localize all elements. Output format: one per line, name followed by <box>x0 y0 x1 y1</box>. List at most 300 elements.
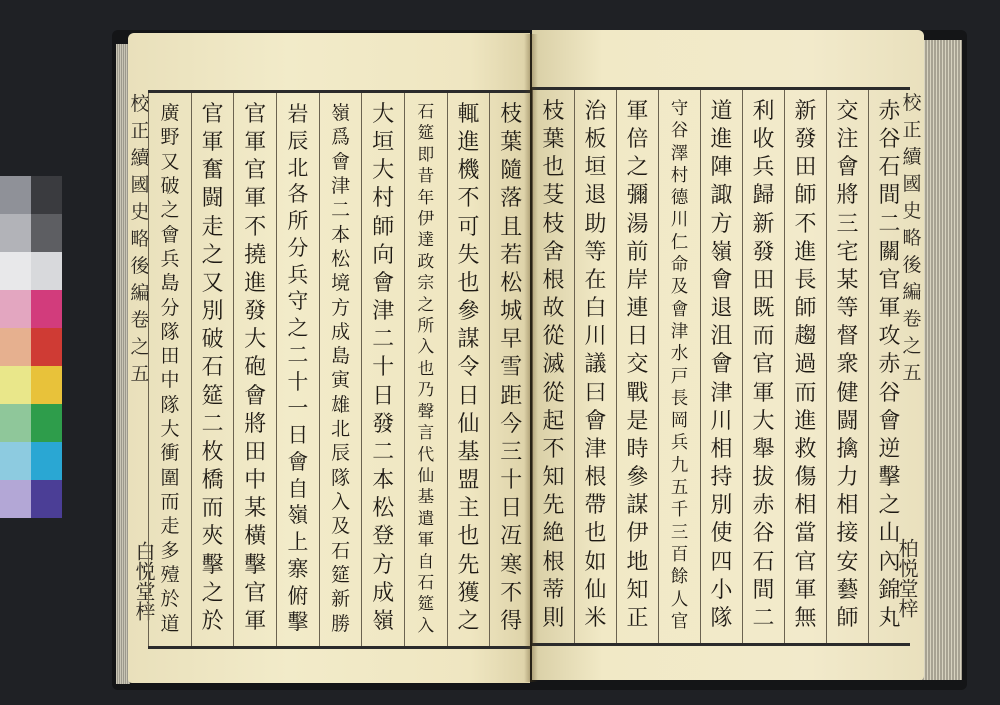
text-char: 參 <box>626 465 649 491</box>
text-char: 歸 <box>752 183 775 209</box>
text-char: 參 <box>457 299 480 325</box>
left-text-frame <box>148 90 530 649</box>
text-char: 發 <box>752 239 775 265</box>
text-char: 軍 <box>878 296 901 322</box>
text-char: 分 <box>160 296 180 319</box>
text-char: 謀 <box>626 493 649 519</box>
text-char: 會 <box>160 223 180 246</box>
text-char: 內 <box>878 549 901 575</box>
swatch <box>0 176 31 214</box>
text-char: 村 <box>372 186 395 212</box>
page-edges-right <box>918 40 962 680</box>
text-char: 官 <box>201 102 224 127</box>
title-char: 略 <box>902 227 922 249</box>
text-char: 谷 <box>878 127 901 153</box>
text-char: 爲 <box>331 126 351 149</box>
text-char: 橫 <box>244 524 267 550</box>
book-gutter <box>524 34 538 682</box>
text-char: 當 <box>794 521 817 547</box>
text-char: 衝 <box>160 442 180 465</box>
text-char: 中 <box>244 468 267 494</box>
text-char: 彌 <box>626 183 649 209</box>
text-char: 人 <box>670 589 689 610</box>
text-char: 戸 <box>670 366 689 387</box>
text-char: 會 <box>710 267 733 293</box>
text-char: 利 <box>752 99 775 124</box>
text-column <box>616 90 658 643</box>
title-char: 史 <box>902 200 922 222</box>
text-char: 所 <box>287 209 309 233</box>
text-char: 二 <box>878 211 901 237</box>
text-char: 筵 <box>417 123 435 143</box>
text-char: 會 <box>584 408 607 434</box>
text-char: 失 <box>457 242 480 268</box>
text-char: 葉 <box>500 130 523 156</box>
text-char: 隊 <box>331 466 351 489</box>
text-char: 救 <box>794 436 817 462</box>
text-char: 如 <box>584 549 607 575</box>
text-char: 仙 <box>417 465 435 485</box>
text-char: 城 <box>500 299 523 325</box>
text-char: 即 <box>417 144 435 164</box>
text-char: 某 <box>836 267 859 293</box>
text-char: 擊 <box>201 552 224 578</box>
text-char: 嶺 <box>372 608 395 634</box>
text-char: 冱 <box>500 524 523 550</box>
text-char: 成 <box>331 320 351 343</box>
text-char: 得 <box>500 608 523 634</box>
text-char: 津 <box>331 174 351 197</box>
text-char: 水 <box>670 344 689 365</box>
text-char: 遣 <box>417 508 435 528</box>
text-char: 會 <box>372 270 395 296</box>
text-char: 大 <box>244 327 267 353</box>
text-char: 發 <box>244 299 267 325</box>
text-char: 寅 <box>331 369 351 392</box>
text-char: 登 <box>372 524 395 550</box>
text-char: 別 <box>710 493 733 519</box>
text-char: 赤 <box>752 493 775 519</box>
text-char: 錦 <box>878 577 901 603</box>
text-char: 砲 <box>244 355 267 381</box>
text-char: 進 <box>457 130 480 156</box>
title-char: 之 <box>902 335 922 357</box>
text-char: 機 <box>457 158 480 184</box>
text-char: 方 <box>372 552 395 578</box>
text-char: 小 <box>710 577 733 603</box>
text-char: 軍 <box>201 130 224 156</box>
title-char: 續 <box>902 146 922 168</box>
text-char: 大 <box>160 418 180 441</box>
text-char: 兵 <box>160 247 180 270</box>
text-char: 二 <box>372 327 395 353</box>
text-char: 擊 <box>244 552 267 578</box>
text-char: 言 <box>417 423 435 443</box>
text-char: 會 <box>244 383 267 409</box>
text-char: 之 <box>417 294 435 314</box>
text-char: 之 <box>457 608 480 634</box>
text-char: 於 <box>201 608 224 634</box>
text-char: 隊 <box>160 393 180 416</box>
text-char: 石 <box>752 549 775 575</box>
title-char: 國 <box>902 173 922 195</box>
text-char: 既 <box>752 296 775 322</box>
text-char: 會 <box>836 155 859 181</box>
text-char: 蒂 <box>542 577 565 603</box>
text-char: 道 <box>710 99 733 124</box>
text-char: 達 <box>417 230 435 250</box>
text-char: 枝 <box>542 99 565 124</box>
text-char: 二 <box>331 199 351 222</box>
text-char: 師 <box>836 605 859 631</box>
text-char: 健 <box>836 380 859 406</box>
text-char: 無 <box>794 605 817 631</box>
text-char: 本 <box>372 468 395 494</box>
text-char: 石 <box>417 572 435 592</box>
text-char: 入 <box>417 615 435 635</box>
text-char: 走 <box>201 214 224 240</box>
text-char: 葉 <box>542 127 565 153</box>
text-char: 新 <box>331 588 351 611</box>
text-char: 會 <box>878 408 901 434</box>
text-char: 而 <box>752 324 775 350</box>
text-char: 師 <box>372 214 395 240</box>
text-char: 及 <box>670 277 689 298</box>
text-char: 三 <box>836 211 859 237</box>
swatch <box>31 176 62 214</box>
text-char: 兵 <box>670 433 689 454</box>
text-char: 川 <box>710 408 733 434</box>
text-char: 自 <box>417 551 435 571</box>
text-char: 軍 <box>794 577 817 603</box>
text-char: 闘 <box>836 408 859 434</box>
title-char: 五 <box>130 363 150 385</box>
text-char: 之 <box>878 493 901 519</box>
text-char: 入 <box>417 337 435 357</box>
swatch <box>31 404 62 442</box>
text-char: 輒 <box>457 102 480 127</box>
text-char: 之 <box>626 155 649 181</box>
text-char: 枝 <box>542 211 565 237</box>
text-char: 守 <box>287 289 309 314</box>
text-char: 在 <box>584 267 607 293</box>
text-char: 松 <box>500 270 523 296</box>
text-char: 年 <box>417 187 435 207</box>
text-char: 將 <box>244 411 267 437</box>
text-char: 長 <box>670 388 689 409</box>
text-char: 成 <box>372 580 395 606</box>
swatch <box>31 480 62 518</box>
text-char: 將 <box>836 183 859 209</box>
text-char: 仙 <box>584 577 607 603</box>
text-char: 擊 <box>878 465 901 491</box>
text-char: 別 <box>201 299 224 325</box>
text-char: 先 <box>457 552 480 578</box>
text-char: 入 <box>331 491 351 513</box>
text-char: 分 <box>287 235 309 260</box>
text-char: 進 <box>710 127 733 153</box>
text-char: 岩 <box>287 102 309 126</box>
text-column <box>532 90 574 643</box>
text-char: 圍 <box>160 466 180 489</box>
text-column <box>574 90 616 643</box>
text-char: 各 <box>287 182 309 207</box>
text-column <box>404 93 447 646</box>
text-char: 道 <box>160 612 180 635</box>
text-char: 本 <box>331 223 351 246</box>
swatch <box>31 366 62 404</box>
text-char: 交 <box>836 99 859 124</box>
text-char: 上 <box>287 530 309 554</box>
text-char: 退 <box>584 183 607 209</box>
text-char: 代 <box>417 444 435 464</box>
text-char: 不 <box>542 436 565 462</box>
text-char: 走 <box>160 515 180 538</box>
text-char: 聲 <box>417 401 435 421</box>
text-char: 今 <box>500 411 523 437</box>
text-char: 趨 <box>794 324 817 350</box>
text-char: 根 <box>542 267 565 293</box>
text-column <box>361 93 404 646</box>
text-char: 谷 <box>752 521 775 547</box>
text-char: 政 <box>417 251 435 271</box>
text-char: 津 <box>710 380 733 406</box>
text-char: 島 <box>331 345 351 368</box>
left-page-folio: 白悦堂梓 <box>132 541 156 621</box>
color-calibration-strip <box>0 176 62 522</box>
text-char: 從 <box>542 380 565 406</box>
text-char: 筵 <box>417 594 435 614</box>
text-char: 時 <box>626 436 649 462</box>
text-char: 交 <box>626 352 649 378</box>
text-char: 正 <box>626 605 649 631</box>
text-char: 枚 <box>201 439 224 465</box>
text-char: 兵 <box>287 262 309 287</box>
text-column <box>319 93 362 646</box>
text-char: 擊 <box>287 610 309 635</box>
text-char: 起 <box>542 408 565 434</box>
text-char: 也 <box>457 270 480 296</box>
text-char: 軍 <box>244 130 267 156</box>
title-char: 校 <box>902 92 922 114</box>
text-char: 北 <box>331 418 351 441</box>
text-char: 嶺 <box>287 503 309 528</box>
text-char: 不 <box>457 186 480 212</box>
swatch <box>31 442 62 480</box>
text-char: 相 <box>794 493 817 519</box>
text-char: 境 <box>331 272 351 295</box>
text-column <box>447 93 490 646</box>
title-char: 正 <box>902 119 922 141</box>
text-char: 相 <box>710 436 733 462</box>
title-char: 五 <box>902 362 922 384</box>
text-char: 二 <box>287 342 309 367</box>
swatch <box>0 480 31 518</box>
text-char: 三 <box>500 439 523 465</box>
text-char: 松 <box>372 496 395 522</box>
text-char: 伊 <box>626 521 649 547</box>
text-char: 連 <box>626 296 649 322</box>
text-char: 官 <box>244 580 267 606</box>
text-char: 曰 <box>584 380 607 406</box>
text-char: 等 <box>584 239 607 265</box>
text-char: 過 <box>794 352 817 378</box>
text-char: 從 <box>542 324 565 350</box>
text-char: 津 <box>584 436 607 462</box>
text-char: 衆 <box>836 352 859 378</box>
text-char: 故 <box>542 296 565 322</box>
text-char: 官 <box>794 549 817 575</box>
text-char: 落 <box>500 186 523 212</box>
text-char: 相 <box>836 493 859 519</box>
text-char: 田 <box>794 155 817 181</box>
text-char: 滅 <box>542 352 565 378</box>
text-char: 日 <box>457 383 480 409</box>
text-char: 橋 <box>201 468 224 494</box>
right-page <box>532 30 924 680</box>
text-char: 津 <box>372 299 395 325</box>
text-char: 戰 <box>626 380 649 406</box>
text-char: 則 <box>542 605 565 631</box>
swatch <box>0 252 31 290</box>
text-char: 十 <box>500 468 523 494</box>
text-char: 向 <box>372 242 395 268</box>
text-char: 川 <box>584 324 607 350</box>
text-char: 一 <box>287 396 309 421</box>
title-char: 後 <box>902 254 922 276</box>
text-char: 間 <box>878 183 901 209</box>
text-char: 力 <box>836 465 859 491</box>
text-char: 田 <box>244 439 267 465</box>
text-char: 早 <box>500 327 523 353</box>
text-char: 闘 <box>201 186 224 212</box>
text-char: 倍 <box>626 127 649 153</box>
text-char: 破 <box>160 174 180 197</box>
text-char: 攻 <box>878 324 901 350</box>
text-char: 田 <box>752 267 775 293</box>
text-char: 發 <box>372 411 395 437</box>
text-char: 使 <box>710 521 733 547</box>
text-char: 而 <box>201 496 224 522</box>
text-char: 殪 <box>160 563 180 586</box>
title-char: 正 <box>130 120 150 142</box>
text-char: 且 <box>500 214 523 240</box>
text-char: 米 <box>584 605 607 631</box>
text-char: 發 <box>794 127 817 153</box>
text-char: 沮 <box>710 324 733 350</box>
text-char: 官 <box>878 267 901 293</box>
text-char: 津 <box>670 321 689 342</box>
text-char: 也 <box>417 358 435 378</box>
text-column <box>784 90 826 643</box>
left-columns <box>148 93 530 646</box>
text-char: 軍 <box>244 186 267 212</box>
text-char: 退 <box>710 296 733 322</box>
text-char: 又 <box>160 150 180 173</box>
text-char: 進 <box>244 270 267 296</box>
text-char: 奮 <box>201 158 224 184</box>
text-char: 澤 <box>670 143 689 164</box>
text-char: 前 <box>626 239 649 265</box>
text-char: 進 <box>794 408 817 434</box>
text-char: 謀 <box>457 327 480 353</box>
text-char: 赤 <box>878 99 901 124</box>
text-char: 可 <box>457 214 480 240</box>
text-char: 石 <box>878 155 901 181</box>
text-char: 松 <box>331 247 351 270</box>
text-char: 五 <box>670 478 689 499</box>
text-char: 中 <box>160 369 180 392</box>
text-char: 大 <box>372 102 395 127</box>
text-char: 關 <box>878 239 901 265</box>
text-char: 北 <box>287 155 309 180</box>
text-column <box>148 93 191 646</box>
text-char: 仙 <box>457 411 480 437</box>
text-char: 等 <box>836 296 859 322</box>
title-char: 編 <box>130 282 150 304</box>
text-char: 嶺 <box>710 239 733 265</box>
text-char: 帶 <box>584 493 607 519</box>
swatch <box>0 290 31 328</box>
title-char: 編 <box>902 281 922 303</box>
text-char: 之 <box>160 199 180 222</box>
text-char: 而 <box>160 491 180 513</box>
text-char: 石 <box>331 539 351 562</box>
text-char: 持 <box>710 465 733 491</box>
swatch <box>31 252 62 290</box>
text-char: 辰 <box>331 442 351 465</box>
text-char: 長 <box>794 267 817 293</box>
text-char: 軍 <box>752 380 775 406</box>
text-column <box>826 90 868 643</box>
swatch <box>31 290 62 328</box>
text-char: 會 <box>670 299 689 320</box>
right-page-folio: 柏悦堂梓 <box>895 538 919 618</box>
text-char: 赤 <box>878 352 901 378</box>
text-char: 湯 <box>626 211 649 237</box>
text-char: 而 <box>794 380 817 406</box>
text-char: 破 <box>201 327 224 353</box>
text-char: 進 <box>794 239 817 265</box>
text-char: 隊 <box>710 605 733 631</box>
text-char: 逆 <box>878 436 901 462</box>
swatch <box>31 328 62 366</box>
text-column <box>233 93 276 646</box>
text-char: 谷 <box>670 121 689 142</box>
text-char: 仁 <box>670 232 689 253</box>
text-char: 二 <box>201 411 224 437</box>
text-char: 地 <box>626 549 649 575</box>
text-char: 距 <box>500 383 523 409</box>
text-char: 筵 <box>201 383 224 409</box>
text-char: 隊 <box>160 320 180 343</box>
text-char: 德 <box>670 188 689 209</box>
text-char: 陣 <box>710 155 733 181</box>
text-char: 昔 <box>417 166 435 186</box>
text-char: 拔 <box>752 465 775 491</box>
text-char: 川 <box>670 210 689 231</box>
text-char: 守 <box>670 99 689 119</box>
title-char: 之 <box>130 336 150 358</box>
text-char: 乃 <box>417 380 435 400</box>
text-char: 日 <box>626 324 649 350</box>
text-char: 根 <box>584 465 607 491</box>
text-column <box>191 93 234 646</box>
text-char: 大 <box>752 408 775 434</box>
text-char: 千 <box>670 500 689 521</box>
title-char: 卷 <box>130 309 150 331</box>
text-char: 日 <box>500 496 523 522</box>
